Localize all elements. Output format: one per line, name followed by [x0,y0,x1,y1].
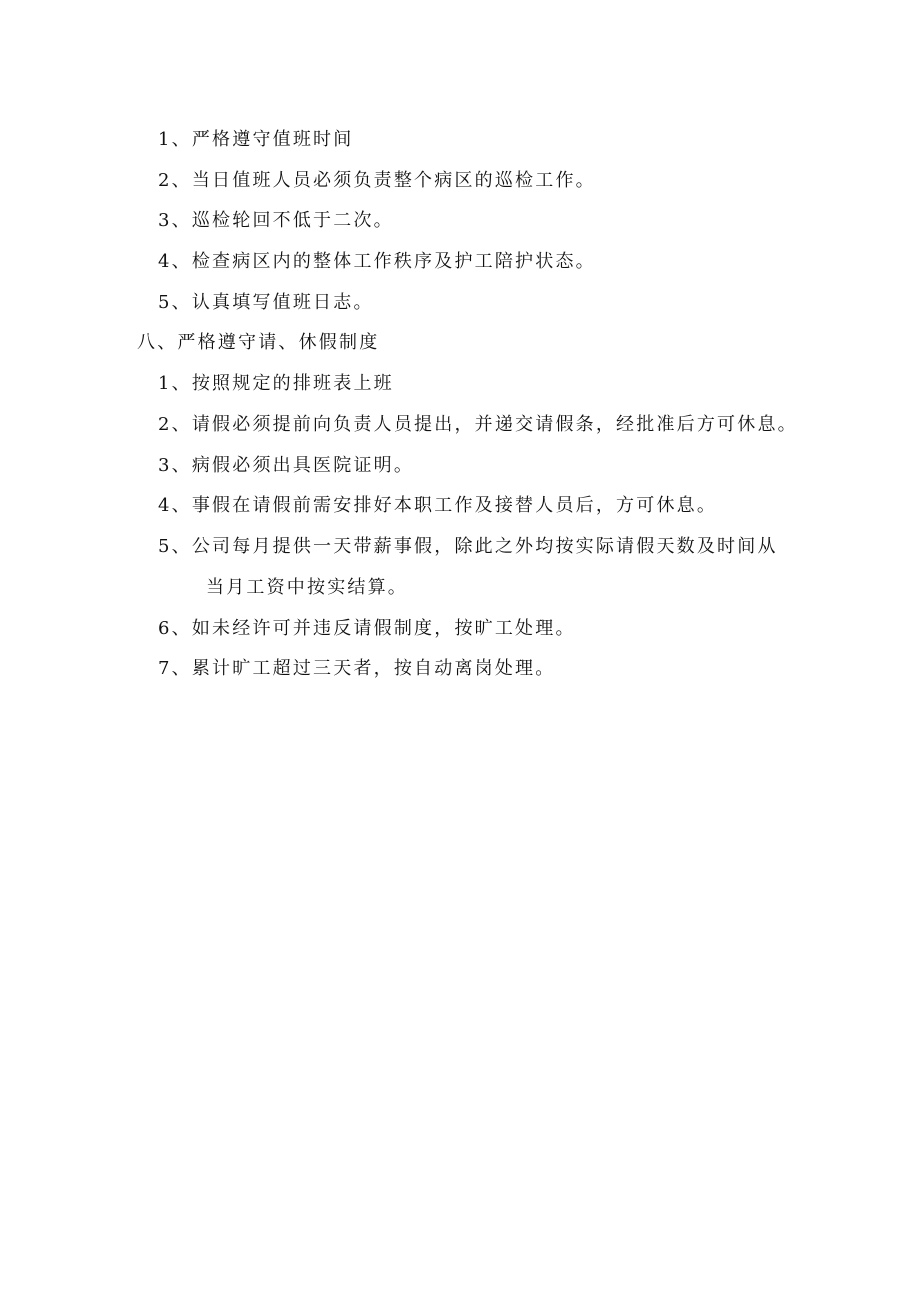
list-item: 5、公司每月提供一天带薪事假，除此之外均按实际请假天数及时间从 [158,536,778,557]
list-item-continuation: 当月工资中按实结算。 [206,577,408,598]
list-item: 4、事假在请假前需安排好本职工作及接替人员后，方可休息。 [158,495,718,516]
list-item: 1、严格遵守值班时间 [158,129,354,150]
list-item: 6、如未经许可并违反请假制度，按旷工处理。 [158,618,576,639]
list-item: 3、巡检轮回不低于二次。 [158,210,394,231]
list-item: 4、检查病区内的整体工作秩序及护工陪护状态。 [158,251,596,272]
section-heading: 八、严格遵守请、休假制度 [137,332,380,353]
list-item: 5、认真填写值班日志。 [158,292,374,313]
list-item: 2、请假必须提前向负责人员提出，并递交请假条，经批准后方可休息。 [158,414,798,435]
list-item: 7、累计旷工超过三天者，按自动离岗处理。 [158,658,556,679]
list-item: 3、病假必须出具医院证明。 [158,455,415,476]
list-item: 2、当日值班人员必须负责整个病区的巡检工作。 [158,170,596,191]
list-item: 1、按照规定的排班表上班 [158,373,394,394]
